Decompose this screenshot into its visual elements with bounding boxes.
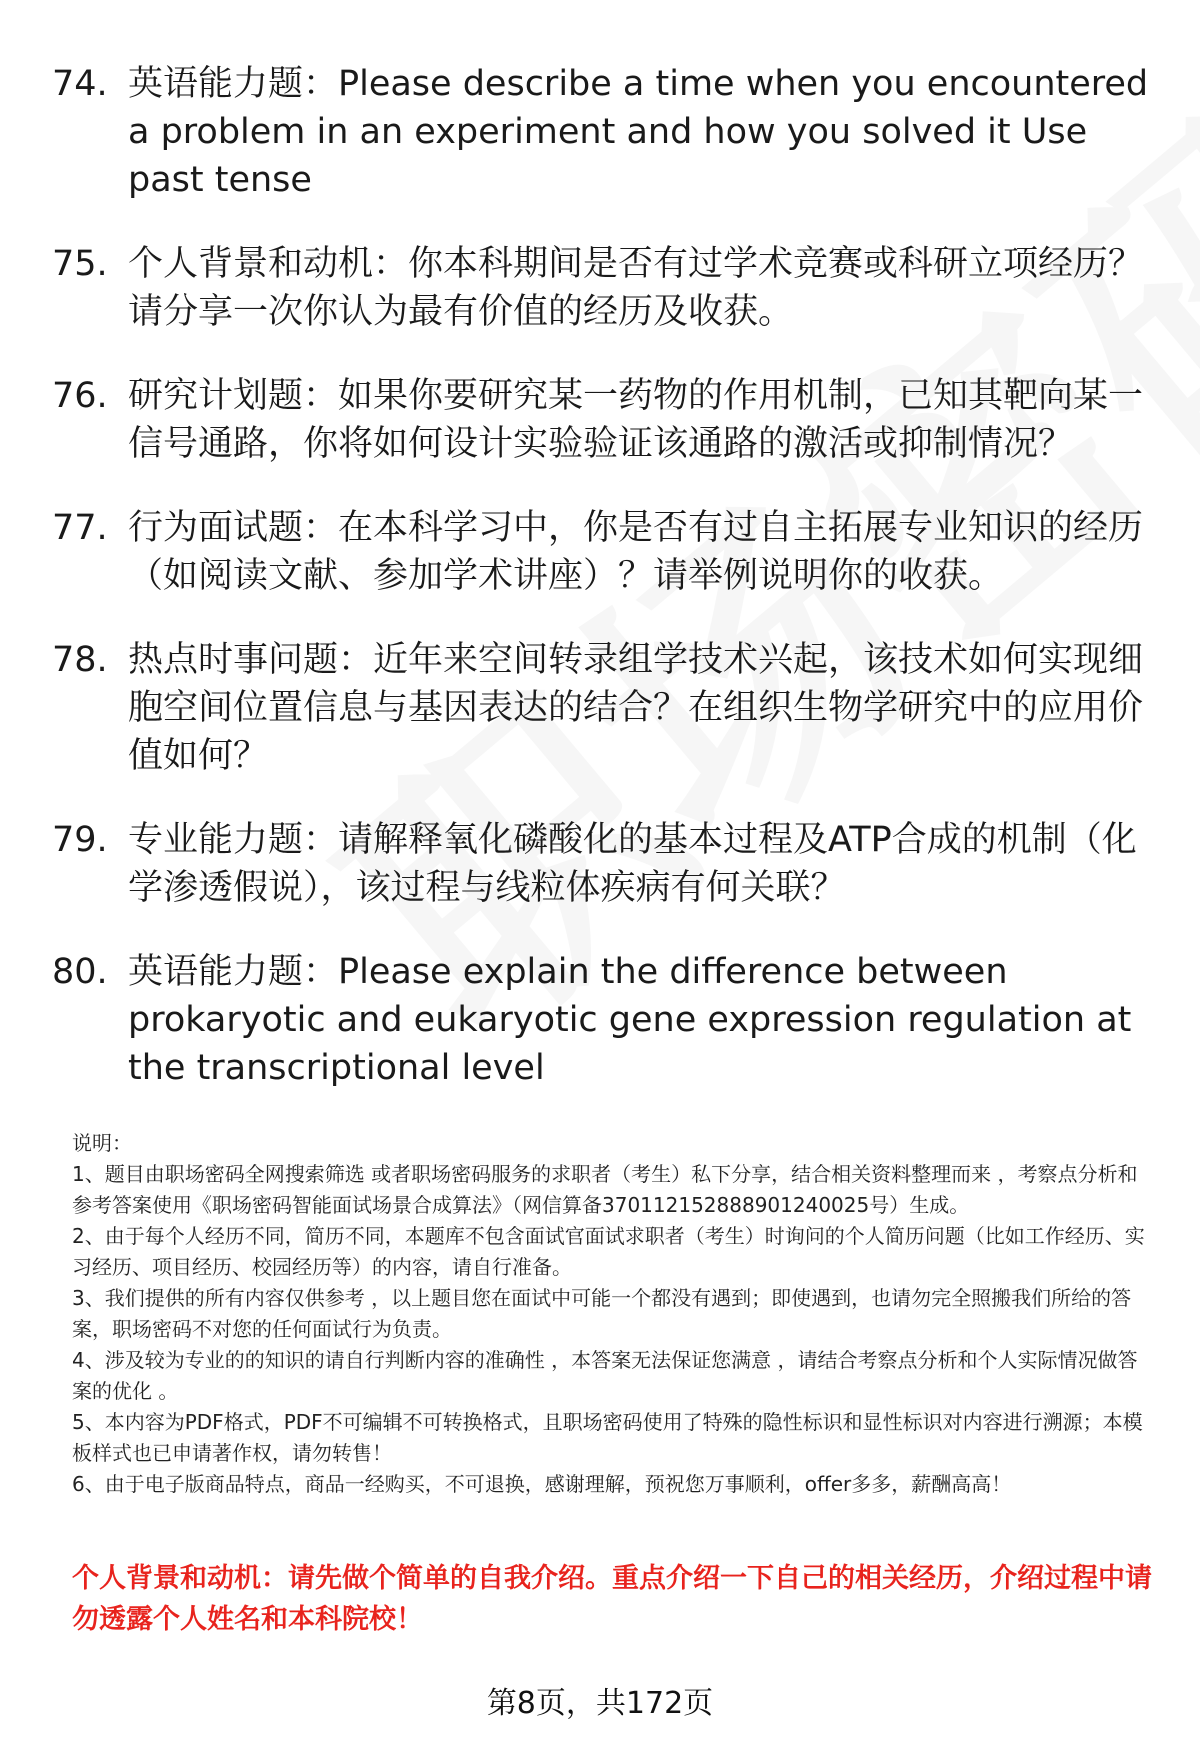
question-text: 行为面试题：在本科学习中，你是否有过自主拓展专业知识的经历（如阅读文献、参加学术讲座）？请举例说明你的收获。 xyxy=(128,508,1144,596)
question-item xyxy=(52,636,1162,780)
question-number: 74. xyxy=(52,64,108,104)
question-number: 75. xyxy=(52,244,108,284)
question-number: 79. xyxy=(52,820,108,860)
note-item: 6、由于电子版商品特点，商品一经购买，不可退换，感谢理解，预祝您万事顺利，offer多多，薪酬高高！ xyxy=(72,1472,1012,1496)
question-item xyxy=(52,816,1162,912)
question-text: 专业能力题：请解释氧化磷酸化的基本过程及ATP合成的机制（化学渗透假说），该过程与线粒体疾病有何关联？ xyxy=(128,820,1137,908)
question-number: 80. xyxy=(52,952,108,992)
page-number: 第8页，共172页 xyxy=(486,1686,714,1721)
question-item xyxy=(52,948,1162,1092)
question-item xyxy=(52,240,1162,336)
question-text: 个人背景和动机：你本科期间是否有过学术竞赛或科研立项经历？请分享一次你认为最有价值的经历及收获。 xyxy=(128,244,1144,332)
question-item xyxy=(52,372,1162,468)
note-item: 3、我们提供的所有内容仅供参考 ，以上题目您在面试中可能一个都没有遇到；即使遇到，也请勿完全照搬我们所给的答案，职场密码不对您的任何面试行为负责。 xyxy=(72,1286,1132,1341)
question-list xyxy=(52,60,1162,1128)
question-number: 76. xyxy=(52,376,108,416)
question-item xyxy=(52,60,1162,204)
question-text: 英语能力题：Please explain the difference between prokaryotic and eukaryotic gene expression regulation at the transcriptional level xyxy=(128,952,1132,1088)
question-number: 78. xyxy=(52,640,108,680)
question-text: 研究计划题：如果你要研究某一药物的作用机制，已知其靶向某一信号通路，你将如何设计实验验证该通路的激活或抑制情况？ xyxy=(128,376,1144,464)
question-text: 热点时事问题：近年来空间转录组学技术兴起，该技术如何实现细胞空间位置信息与基因表达的结合？在组织生物学研究中的应用价值如何？ xyxy=(128,640,1144,776)
notes-title: 说明： xyxy=(72,1131,132,1155)
note-item: 2、由于每个人经历不同，简历不同，本题库不包含面试官面试求职者（考生）时询问的个人简历问题（比如工作经历、实习经历、项目经历、校园经历等）的内容，请自行准备。 xyxy=(72,1224,1145,1279)
note-item: 1、题目由职场密码全网搜索筛选 或者职场密码服务的求职者（考生）私下分享，结合相关资料整理而来 ，考察点分析和参考答案使用《职场密码智能面试场景合成算法》（网信算备370112152888901240025号）生成。 xyxy=(72,1162,1138,1217)
question-number: 77. xyxy=(52,508,108,548)
question-item xyxy=(52,504,1162,600)
question-text: 英语能力题：Please describe a time when you encountered a problem in an experiment and how you solved it Use past tense xyxy=(128,64,1149,200)
highlight-question: 个人背景和动机：请先做个简单的自我介绍。重点介绍一下自己的相关经历，介绍过程中请勿透露个人姓名和本科院校！ xyxy=(72,1563,1152,1635)
note-item: 4、涉及较为专业的的知识的请自行判断内容的准确性 ，本答案无法保证您满意 ，请结合考察点分析和个人实际情况做答案的优化 。 xyxy=(72,1348,1138,1403)
note-item: 5、本内容为PDF格式，PDF不可编辑不可转换格式，且职场密码使用了特殊的隐性标识和显性标识对内容进行溯源；本模板样式也已申请著作权，请勿转售！ xyxy=(72,1410,1143,1465)
notes-section xyxy=(72,1128,1157,1500)
